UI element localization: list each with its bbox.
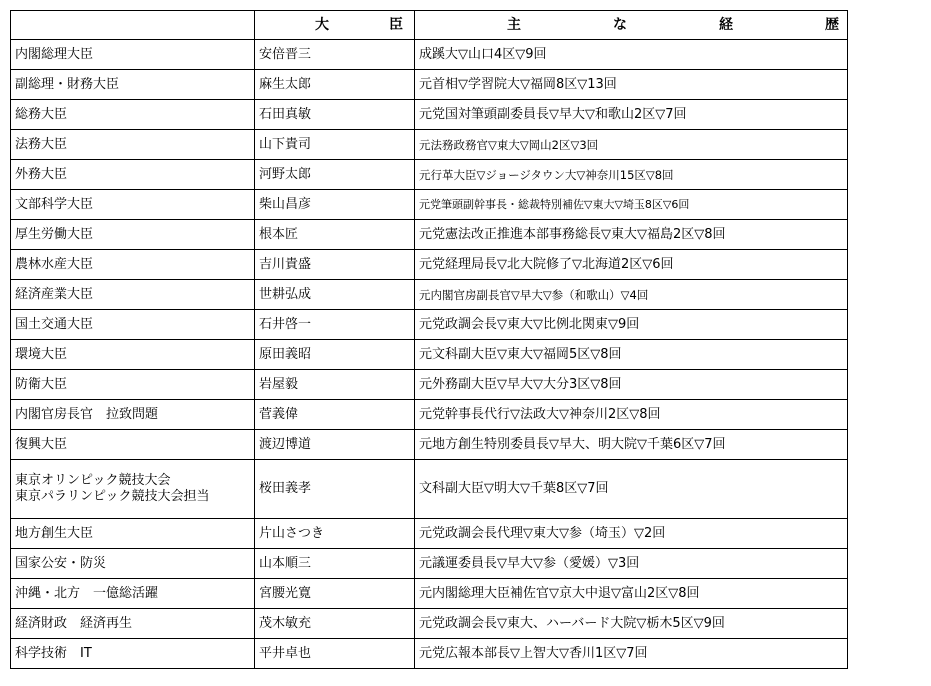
table-row (11, 430, 848, 460)
name-cell: 河野太郎 (255, 160, 415, 190)
name-cell: 石田真敏 (255, 100, 415, 130)
table-row (11, 130, 848, 160)
post-cell: 文部科学大臣 (11, 190, 255, 220)
name-cell: 片山さつき (255, 519, 415, 549)
career-cell: 元外務副大臣▽早大▽大分3区▽8回 (415, 370, 848, 400)
name-cell: 石井啓一 (255, 310, 415, 340)
name-cell: 根本匠 (255, 220, 415, 250)
table-row (11, 250, 848, 280)
name-cell: 吉川貴盛 (255, 250, 415, 280)
table-row (11, 370, 848, 400)
table-row (11, 280, 848, 310)
name-cell: 茂木敏充 (255, 609, 415, 639)
career-cell: 文科副大臣▽明大▽千葉8区▽7回 (415, 460, 848, 519)
career-cell: 元党筆頭副幹事長・総裁特別補佐▽東大▽埼玉8区▽6回 (415, 190, 848, 220)
name-cell: 渡辺博道 (255, 430, 415, 460)
table-row (11, 220, 848, 250)
table-row (11, 190, 848, 220)
name-cell: 岩屋毅 (255, 370, 415, 400)
name-cell: 桜田義孝 (255, 460, 415, 519)
post-cell: 総務大臣 (11, 100, 255, 130)
career-cell: 元行革大臣▽ジョージタウン大▽神奈川15区▽8回 (415, 160, 848, 190)
career-cell: 元文科副大臣▽東大▽福岡5区▽8回 (415, 340, 848, 370)
table-row (11, 579, 848, 609)
name-cell: 安倍晋三 (255, 40, 415, 70)
table-row (11, 460, 848, 519)
table-row (11, 70, 848, 100)
table-row (11, 549, 848, 579)
name-cell: 平井卓也 (255, 639, 415, 669)
career-cell: 元法務政務官▽東大▽岡山2区▽3回 (415, 130, 848, 160)
post-cell: 農林水産大臣 (11, 250, 255, 280)
post-cell: 地方創生大臣 (11, 519, 255, 549)
career-cell: 元党広報本部長▽上智大▽香川1区▽7回 (415, 639, 848, 669)
post-cell: 科学技術 IT (11, 639, 255, 669)
name-cell: 世耕弘成 (255, 280, 415, 310)
header-post (11, 11, 255, 40)
post-cell: 内閣官房長官 拉致問題 (11, 400, 255, 430)
table-row (11, 100, 848, 130)
name-cell: 原田義昭 (255, 340, 415, 370)
post-cell: 法務大臣 (11, 130, 255, 160)
name-cell: 麻生太郎 (255, 70, 415, 100)
post-cell: 東京オリンピック競技大会 東京パラリンピック競技大会担当 (11, 460, 255, 519)
career-cell: 元地方創生特別委員長▽早大、明大院▽千葉6区▽7回 (415, 430, 848, 460)
header-minister: 大臣 (255, 11, 415, 40)
career-cell: 元首相▽学習院大▽福岡8区▽13回 (415, 70, 848, 100)
post-cell: 副総理・財務大臣 (11, 70, 255, 100)
name-cell: 山下貴司 (255, 130, 415, 160)
table-row (11, 40, 848, 70)
name-cell: 山本順三 (255, 549, 415, 579)
header-career: 主な経歴 (415, 11, 848, 40)
career-cell: 元党憲法改正推進本部事務総長▽東大▽福島2区▽8回 (415, 220, 848, 250)
name-cell: 菅義偉 (255, 400, 415, 430)
table-row (11, 160, 848, 190)
name-cell: 柴山昌彦 (255, 190, 415, 220)
table-row (11, 639, 848, 669)
post-cell: 外務大臣 (11, 160, 255, 190)
name-cell: 宮腰光寛 (255, 579, 415, 609)
career-cell: 元内閣総理大臣補佐官▽京大中退▽富山2区▽8回 (415, 579, 848, 609)
career-cell: 成蹊大▽山口4区▽9回 (415, 40, 848, 70)
table-row (11, 400, 848, 430)
career-cell: 元党経理局長▽北大院修了▽北海道2区▽6回 (415, 250, 848, 280)
career-cell: 元党幹事長代行▽法政大▽神奈川2区▽8回 (415, 400, 848, 430)
table-row (11, 609, 848, 639)
post-cell: 防衛大臣 (11, 370, 255, 400)
post-cell: 環境大臣 (11, 340, 255, 370)
table-header-row (11, 11, 848, 40)
post-cell: 復興大臣 (11, 430, 255, 460)
post-cell: 国家公安・防災 (11, 549, 255, 579)
career-cell: 元議運委員長▽早大▽参（愛媛）▽3回 (415, 549, 848, 579)
cabinet-table (10, 10, 931, 669)
career-cell: 元党政調会長代理▽東大▽参（埼玉）▽2回 (415, 519, 848, 549)
career-cell: 元党国対筆頭副委員長▽早大▽和歌山2区▽7回 (415, 100, 848, 130)
post-cell: 経済産業大臣 (11, 280, 255, 310)
table-row (11, 340, 848, 370)
post-cell: 厚生労働大臣 (11, 220, 255, 250)
career-cell: 元内閣官房副長官▽早大▽参（和歌山）▽4回 (415, 280, 848, 310)
table-row (11, 310, 848, 340)
post-cell: 内閣総理大臣 (11, 40, 255, 70)
post-cell: 経済財政 経済再生 (11, 609, 255, 639)
career-cell: 元党政調会長▽東大▽比例北関東▽9回 (415, 310, 848, 340)
career-cell: 元党政調会長▽東大、ハーバード大院▽栃木5区▽9回 (415, 609, 848, 639)
post-cell: 国土交通大臣 (11, 310, 255, 340)
post-cell: 沖縄・北方 一億総活躍 (11, 579, 255, 609)
table-row (11, 519, 848, 549)
